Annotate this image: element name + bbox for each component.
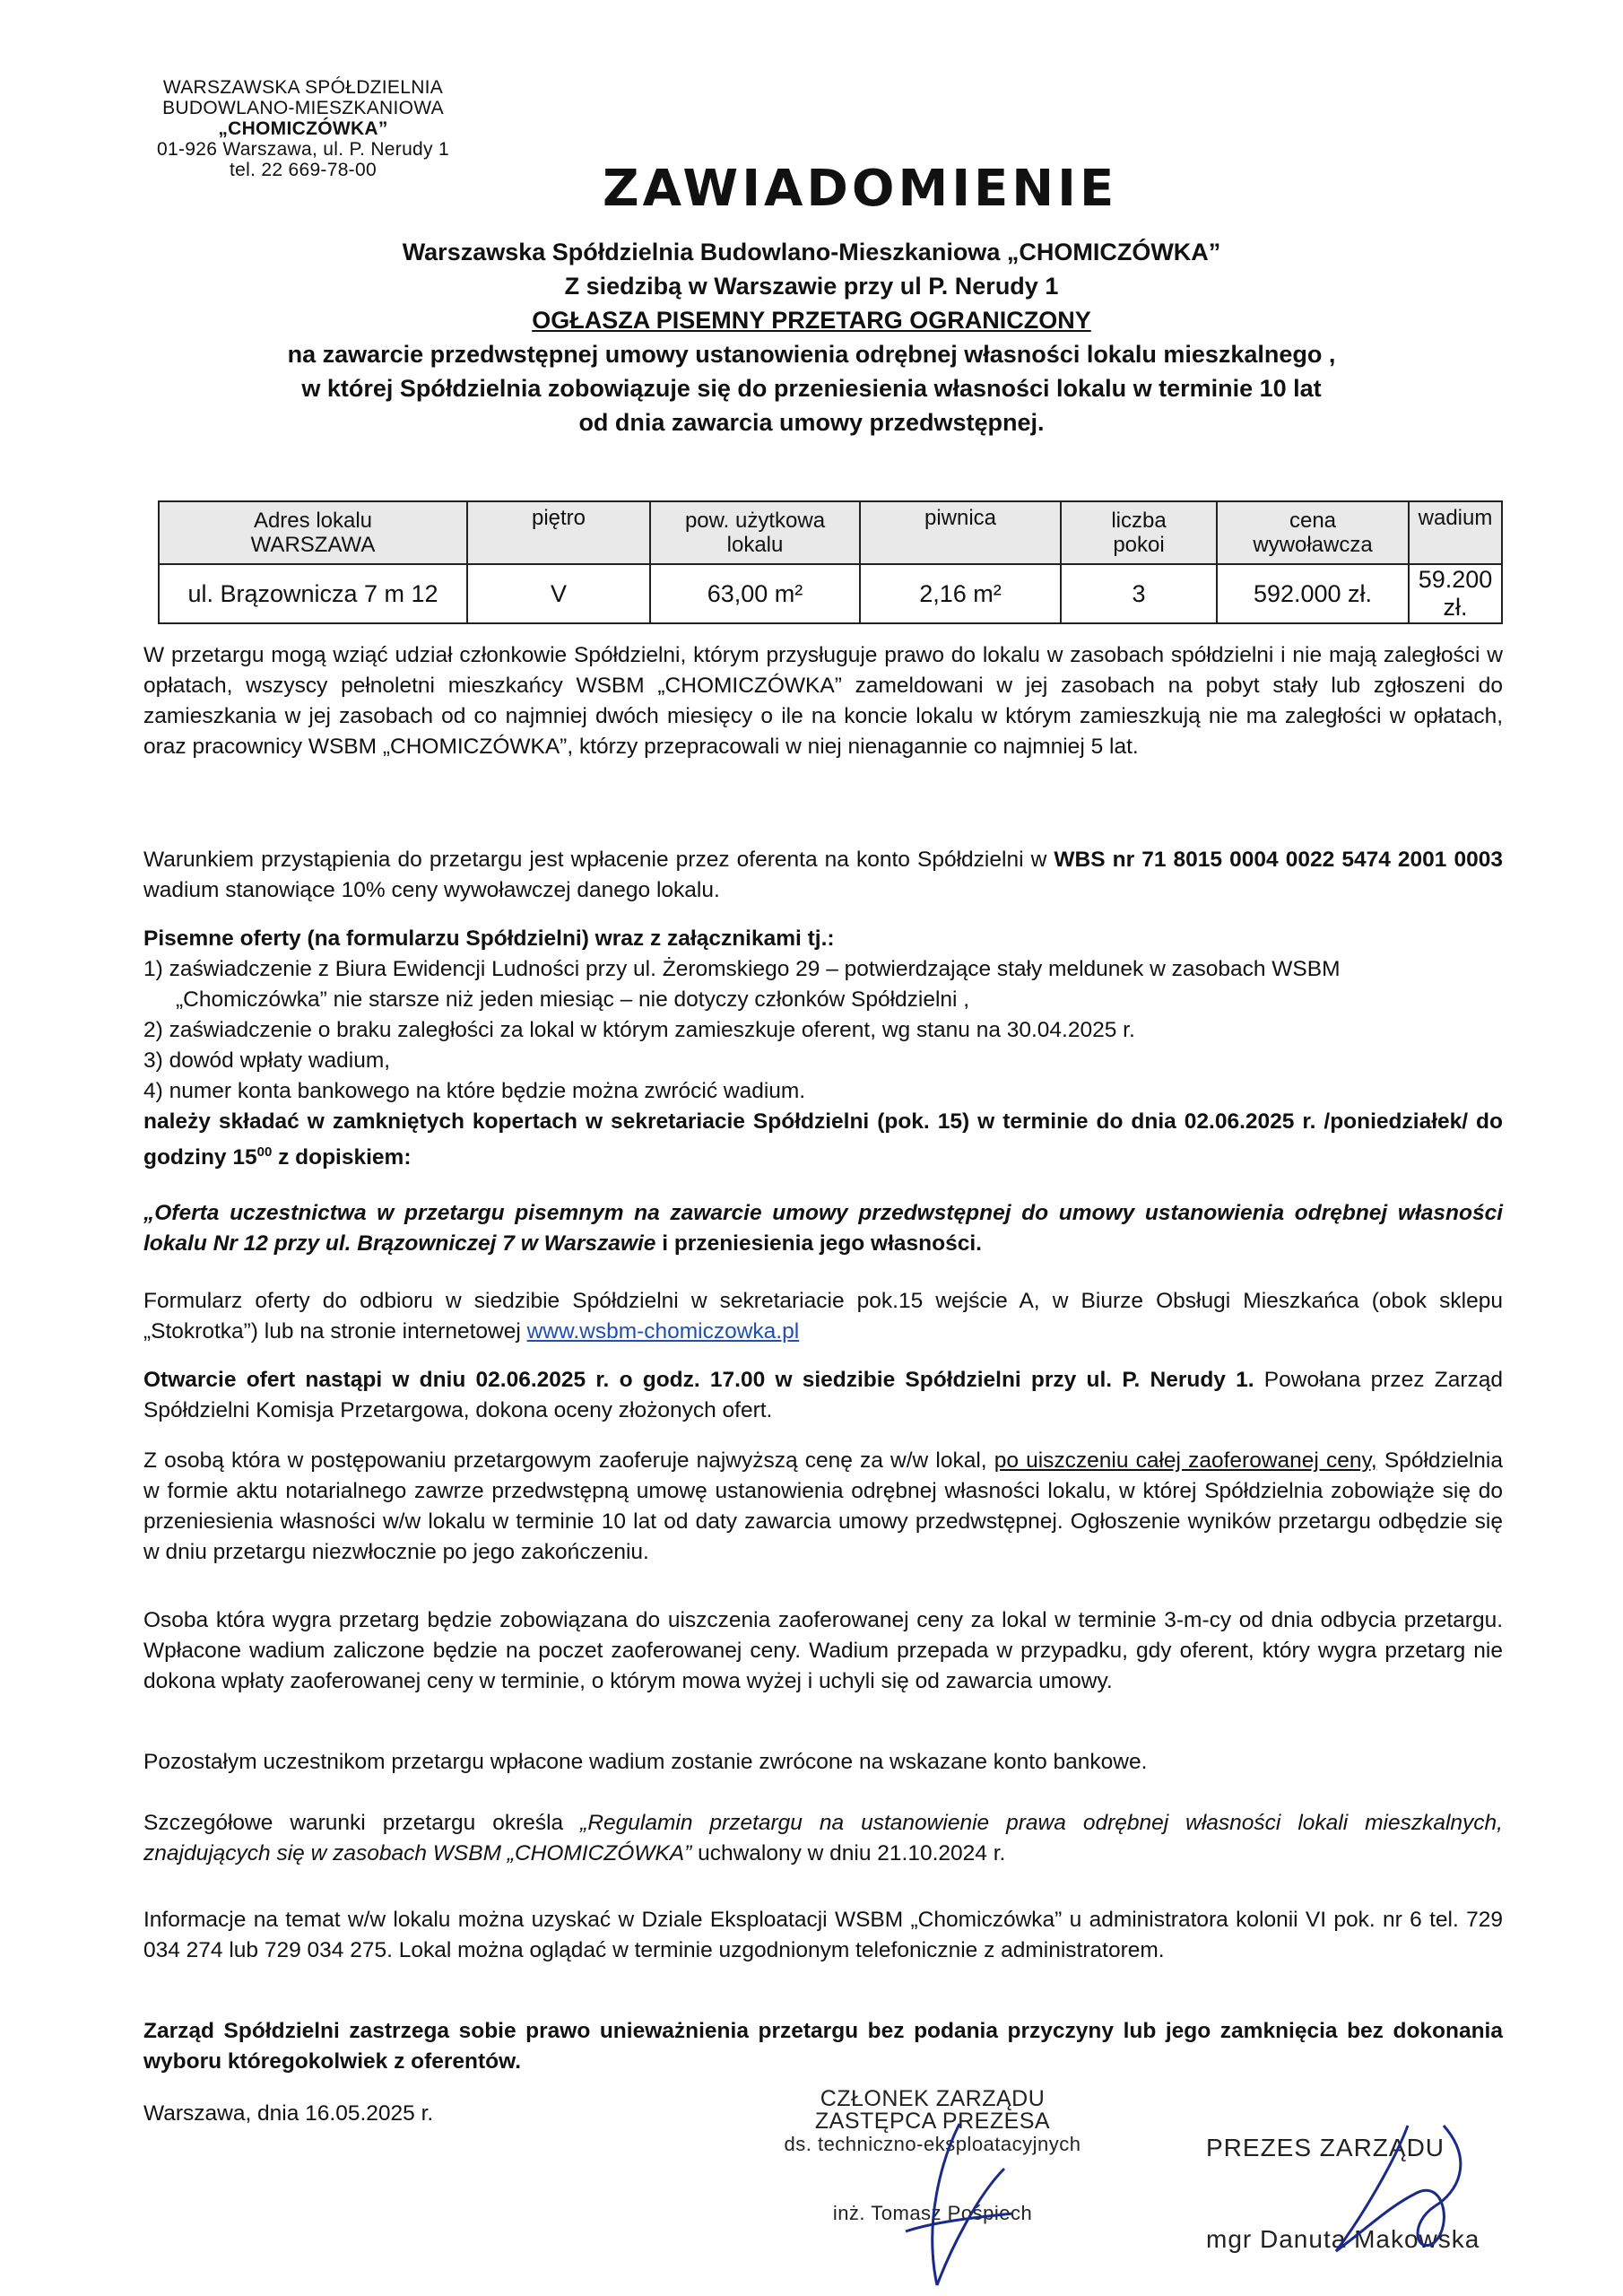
reservation-paragraph: Zarząd Spółdzielni zastrzega sobie prawo unieważnienia przetargu bez podania przyczyny lub jego zamknięcia bez dokonania wyboru któregokolwiek z oferentów.: [143, 2019, 1503, 2074]
list-item: 4) numer konta bankowego na które będzie można zwrócić wadium.: [143, 1079, 806, 1103]
signature-title: ZASTĘPCA PREZESA: [814, 2109, 1051, 2134]
intro-line-1: Warszawska Spółdzielnia Budowlano-Mieszkaniowa „CHOMICZÓWKA”: [402, 239, 1221, 265]
bank-account: WBS nr 71 8015 0004 0022 5474 2001 0003: [1054, 848, 1503, 872]
org-address: 01-926 Warszawa, ul. P. Nerudy 1: [157, 139, 449, 160]
intro-block: [269, 235, 1354, 439]
info-paragraph: Informacje na temat w/w lokalu można uzyskać w Dziale Eksploatacji WSBM „Chomiczówka” u administratora kolonii VI pok. nr 6 tel. 729 034 274 lub 729 034 275. Lokal można oglądać w terminie uzgodnionym telefonicznie z administratorem.: [143, 1908, 1503, 1962]
col-area: pow. użytkowa lokalu: [650, 501, 860, 564]
signature-name: mgr Danuta Makowska: [1206, 2225, 1480, 2253]
table-row: [159, 564, 1502, 623]
org-phone: tel. 22 669-78-00: [230, 160, 377, 180]
list-item: 2) zaświadczenie o braku zaległości za lokal w którym zamieszkuje oferent, wg stanu na 30.04.2025 r.: [143, 1018, 1135, 1042]
col-floor: piętro: [467, 501, 650, 564]
deadline-paragraph: należy składać w zamkniętych kopertach w sekretariacie Spółdzielni (pok. 15) w terminie do dnia 02.06.2025 r. /poniedziałek/ do godziny $15^{00}$ z dopiskiem:: [143, 1109, 1503, 1170]
intro-line-6: od dnia zawarcia umowy przedwstępnej.: [578, 409, 1045, 436]
list-item: „Chomiczówka” nie starsze niż jeden miesiąc – nie dotyczy członków Spółdzielni ,: [176, 987, 970, 1012]
cell-floor: V: [467, 564, 650, 623]
handwritten-signature: [852, 2115, 1031, 2294]
rules-paragraph: Szczegółowe warunki przetargu określa „Regulamin przetargu na ustanowienie prawa odrębnej własności lokali mieszkalnych, znajdujących się w zasobach WSBM „CHOMICZÓWKA” uchwalony w dniu 21.10.2024 r.: [143, 1811, 1503, 1866]
cell-rooms: 3: [1061, 564, 1217, 623]
list-item: 1) zaświadczenie z Biura Ewidencji Ludności przy ul. Żeromskiego 29 – potwierdzające stały meldunek w zasobach WSBM: [143, 957, 1341, 981]
cell-price: 592.000 zł.: [1217, 564, 1409, 623]
signature-title: CZŁONEK ZARZĄDU: [820, 2086, 1046, 2111]
organization-stamp: [115, 77, 491, 180]
document-title: ZAWIADOMIENIE: [603, 160, 1118, 218]
offer-annotation-quote: „Oferta uczestnictwa w przetargu pisemnym na zawarcie umowy przedwstępnej do umowy ustanowienia odrębnej własności lokalu Nr 12 przy ul. Brązowniczej 7 w Warszawie i przeniesienia jego własności.: [143, 1201, 1503, 1256]
org-name: „CHOMICZÓWKA”: [218, 118, 388, 139]
cell-address: ul. Brązownicza 7 m 12: [159, 564, 467, 623]
cell-deposit: 59.200 zł.: [1409, 564, 1502, 623]
list-item: 3) dowód wpłaty wadium,: [143, 1048, 391, 1073]
opening-paragraph: Otwarcie ofert nastąpi w dniu 02.06.2025 r. o godz. 17.00 w siedzibie Spółdzielni przy ul. P. Nerudy 1. Powołana przez Zarząd Spółdzielni Komisja Przetargowa, dokona oceny złożonych ofert.: [143, 1368, 1503, 1422]
payment-paragraph: Osoba która wygra przetarg będzie zobowiązana do uiszczenia zaoferowanej ceny za lokal w terminie 3-m-cy od dnia odbycia przetargu. Wpłacone wadium zaliczone będzie na poczet zaoferowanej ceny. Wadium przepada w przypadku, gdy oferent, który wygra przetarg nie dokona wpłaty zaoferowanej ceny w terminie, o którym mowa wyżej i uchyli się od zawarcia umowy.: [143, 1608, 1503, 1693]
handwritten-signature: [1309, 2108, 1506, 2269]
signature-subtitle: ds. techniczno-eksploatacyjnych: [784, 2133, 1081, 2155]
form-paragraph: Formularz oferty do odbioru w siedzibie Spółdzielni w sekretariacie pok.15 wejście A, w Biurze Obsługi Mieszkańca (obok sklepu „Stokrotka”) lub na stronie internetowej www.wsbm-chomiczowka.pl: [143, 1289, 1503, 1344]
col-deposit: wadium: [1409, 501, 1502, 564]
eligibility-paragraph: W przetargu mogą wziąć udział członkowie Spółdzielni, którym przysługuje prawo do lokalu w zasobach spółdzielni i nie mają zaległości w opłatach, wszyscy pełnoletni mieszkańcy WSBM „CHOMICZÓWKA” zameldowani w jej zasobach na pobyt stały lub zgłoszeni do zamieszkania w jej zasobach od co najmniej dwóch miesięcy o ile na koncie lokalu w którym zamieszkują nie ma zaległości w opłatach, oraz pracownicy WSBM „CHOMICZÓWKA”, którzy przepracowali w niej nienagannie co najmniej 5 lat.: [143, 643, 1503, 759]
intro-line-5: w której Spółdzielnia zobowiązuje się do przeniesienia własności lokalu w terminie 10 lat: [301, 375, 1322, 402]
winner-paragraph: Z osobą która w postępowaniu przetargowym zaoferuje najwyższą cenę za w/w lokal, po uiszczeniu całej zaoferowanej ceny, Spółdzielnia w formie aktu notarialnego zawrze przedwstępną umowę ustanowienia odrębnej własności lokalu, w której Spółdzielnia zobowiąże się do przeniesienia własności w/w lokalu w terminie 10 lat od daty zawarcia umowy przedwstępnej. Ogłoszenie wyników przetargu odbędzie się w dniu przetargu niezwłocznie po jego zakończeniu.: [143, 1448, 1503, 1564]
col-basement: piwnica: [860, 501, 1061, 564]
cell-area: 63,00 m²: [650, 564, 860, 623]
property-table: [158, 500, 1503, 624]
cell-basement: 2,16 m²: [860, 564, 1061, 623]
intro-line-2: Z siedzibą w Warszawie przy ul P. Nerudy 1: [564, 273, 1059, 300]
refund-paragraph: Pozostałym uczestnikom przetargu wpłacone wadium zostanie zwrócone na wskazane konto bankowe.: [143, 1750, 1148, 1774]
org-line-1: WARSZAWSKA SPÓŁDZIELNIA: [162, 77, 444, 98]
col-rooms: liczba pokoi: [1061, 501, 1217, 564]
signature-title: PREZES ZARZĄDU: [1206, 2134, 1445, 2161]
table-header-row: [159, 501, 1502, 564]
offers-heading: Pisemne oferty (na formularzu Spółdzielni) wraz z załącznikami tj.:: [143, 926, 835, 951]
deposit-paragraph: Warunkiem przystąpienia do przetargu jest wpłacenie przez oferenta na konto Spółdzielni w WBS nr 71 8015 0004 0022 5474 2001 0003 wadium stanowiące 10% ceny wywoławczej danego lokalu.: [143, 848, 1503, 902]
intro-line-3: OGŁASZA PISEMNY PRZETARG OGRANICZONY: [532, 307, 1091, 334]
website-link[interactable]: www.wsbm-chomiczowka.pl: [526, 1319, 800, 1344]
col-price: cena wywoławcza: [1217, 501, 1409, 564]
intro-line-4: na zawarcie przedwstępnej umowy ustanowienia odrębnej własności lokalu mieszkalnego ,: [287, 341, 1336, 368]
document-date: Warszawa, dnia 16.05.2025 r.: [143, 2101, 434, 2126]
signature-name: inż. Tomasz Pośpiech: [832, 2202, 1033, 2224]
org-line-2: BUDOWLANO-MIESZKANIOWA: [162, 98, 444, 118]
col-address: Adres lokalu WARSZAWA: [159, 501, 467, 564]
